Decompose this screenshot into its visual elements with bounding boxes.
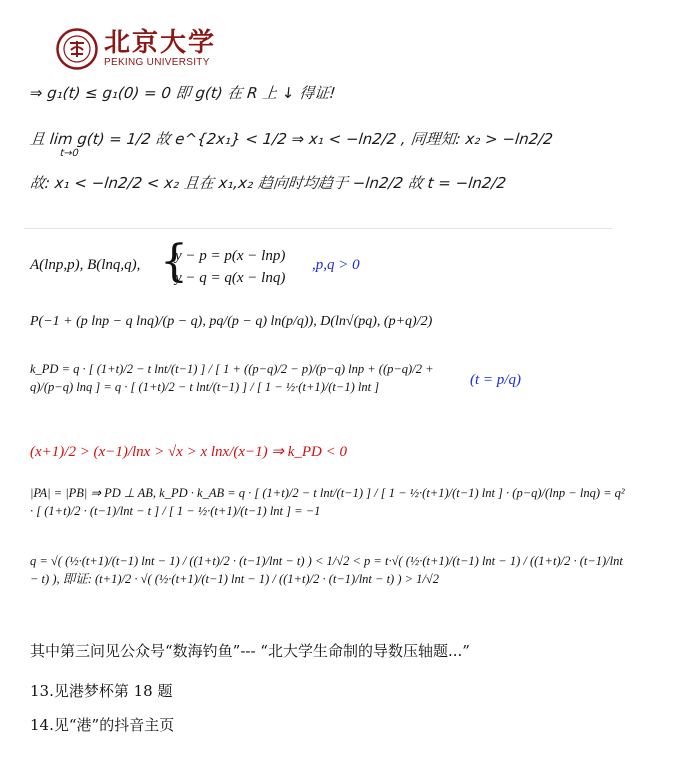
tangent-system [175, 245, 285, 289]
text-line-13: 13.见港梦杯第 18 题 [30, 682, 173, 700]
formula-q-p-bound: q = √( (½·(t+1)/(t−1) lnt − 1) / ((1+t)/2 · (t−1)/lnt − t) ) < 1/√2 < p = t·√( (½·(t+1)/(t−1) lnt − 1) / ((1+t)/2 · (t−1)/lnt − t) ), 即证: (t+1)/2 · √( (½·(t+1)/(t−1) lnt − 1) / ((1+t)/2 · (t−1)/lnt − t) ) > 1/√2 [30, 554, 623, 586]
logo-english-name: PEKING UNIVERSITY [104, 57, 210, 68]
handwritten-line-2: 且 lim g(t) = 1/2 故 e^{2x₁} < 1/2 ⇒ x₁ < −ln2/2 , 同理知: x₂ > −ln2/2 [29, 130, 554, 148]
formula-perpendicular: |PA| = |PB| ⇒ PD ⊥ AB, k_PD · k_AB = q · [ (1+t)/2 − t lnt/(t−1) ] / [ 1 − ½·(t+1)/(t−1) lnt ] · (p−q)/(lnp − lnq) = q² · [ (1+t)/2 · (t−1)/lnt − t ] / [ 1 − ½·(t+1)/(t−1) lnt ] = −1 [30, 486, 625, 518]
text-line-14: 14.见“港”的抖音主页 [30, 716, 175, 734]
positivity-condition: ,p,q > 0 [312, 257, 360, 273]
formula-points-p-d: P(−1 + (p lnp − q lnq)/(p − q), pq/(p − q) ln(p/q)), D(ln√(pq), (p+q)/2) [30, 314, 433, 329]
section-divider [24, 228, 612, 229]
handwritten-line-3: 故: x₁ < −ln2/2 < x₂ 且在 x₁,x₂ 趋向时均趋于 −ln2/2 故 t = −ln2/2 [29, 174, 508, 192]
formula-points-ab: A(lnp,p), B(lnq,q), [30, 257, 141, 273]
university-logo [56, 28, 216, 70]
formula-slope-kpd: k_PD = q · [ (1+t)/2 − t lnt/(t−1) ] / [ 1 + ((p−q)/2 − p)/(p−q) lnp + ((p−q)/2 + q)/(p−q) lnq ] = q · [ (1+t)/2 − t lnt/(t−1) ] / [ 1 − ½·(t+1)/(t−1) lnt ] [30, 362, 434, 394]
formula-mean-inequality: (x+1)/2 > (x−1)/lnx > √x > x lnx/(x−1) ⇒ k_PD < 0 [30, 444, 347, 460]
university-seal-icon [56, 28, 98, 70]
tangent-line-a: y − p = p(x − lnp) [175, 248, 286, 264]
system-brace: { [160, 236, 188, 287]
tangent-line-b: y − q = q(x − lnq) [175, 270, 286, 286]
text-line-source: 其中第三问见公众号“数海钓鱼”--- “北大学生命制的导数压轴题...” [30, 642, 470, 660]
handwritten-limit-subscript: t→0 [59, 148, 80, 159]
logo-chinese-name: 北京大学 [104, 28, 217, 58]
handwritten-line-1: ⇒ g₁(t) ≤ g₁(0) = 0 即 g(t) 在 R 上 ↓ 得证! [29, 84, 337, 102]
substitution-note: (t = p/q) [470, 372, 521, 388]
